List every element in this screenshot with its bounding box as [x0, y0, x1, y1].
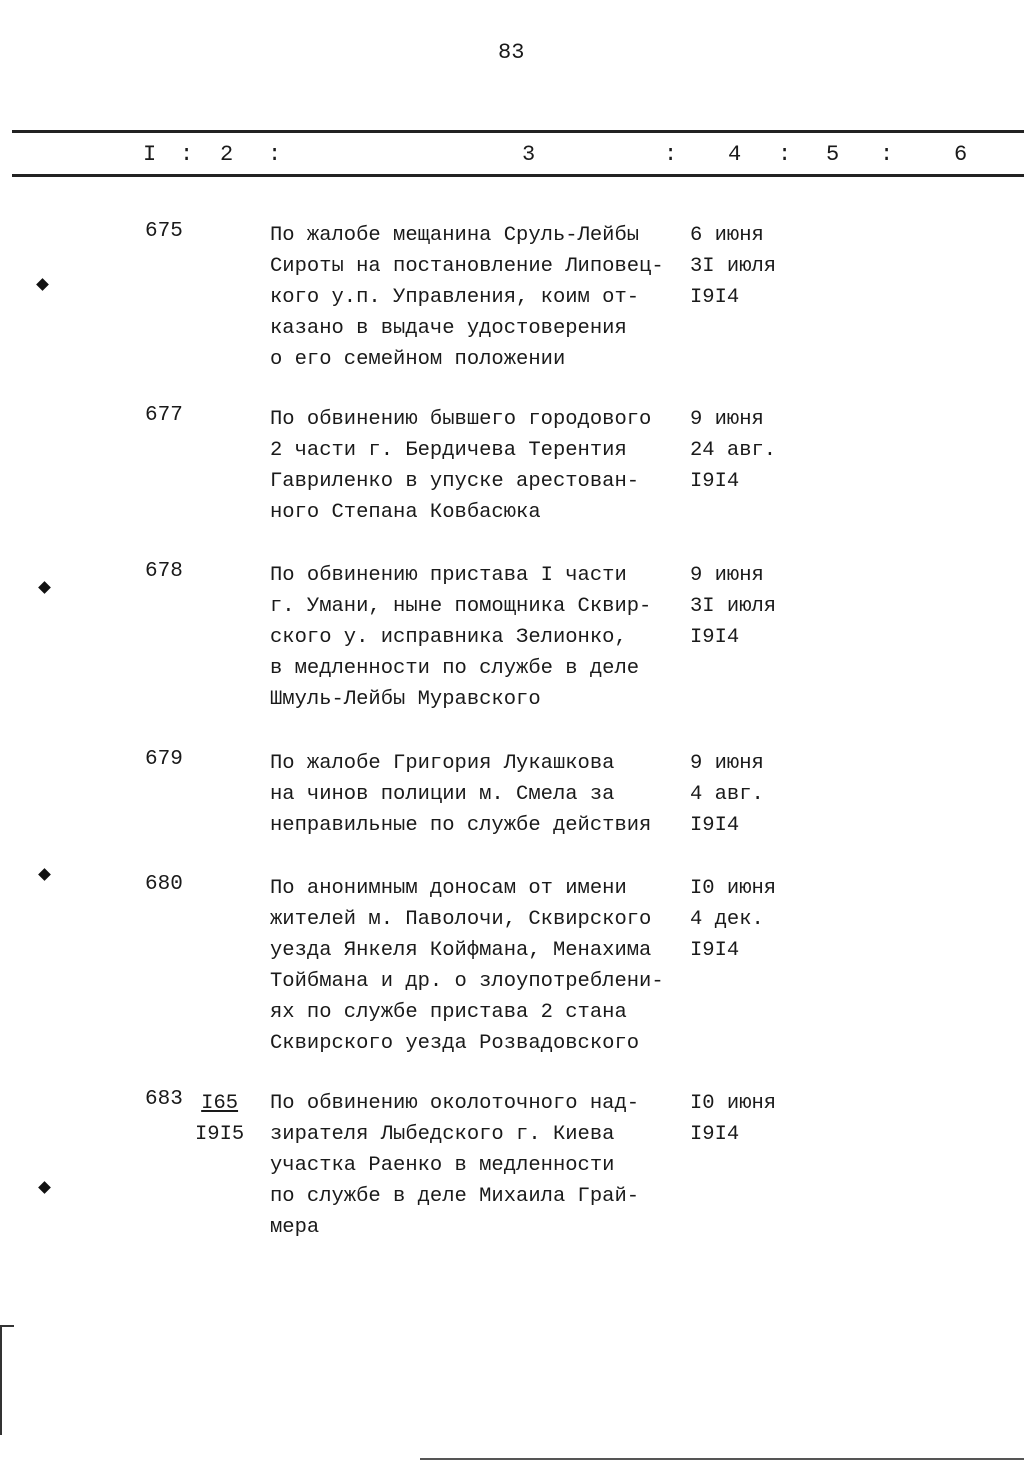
entry-dates: [690, 404, 776, 497]
edge-mark: [0, 1325, 2, 1435]
entry-number: 680: [145, 873, 183, 896]
entry-description: [270, 1088, 639, 1243]
description-line: уезда Янкеля Койфмана, Менахима: [270, 939, 652, 962]
entry-description: [270, 560, 651, 715]
entry-dates: [690, 220, 776, 313]
date-line: 4 дек.: [690, 908, 764, 931]
description-line: По обвинению бывшего городового: [270, 408, 652, 431]
date-line: I9I4: [690, 939, 740, 962]
punch-mark: [36, 278, 49, 291]
entry-description: [270, 873, 664, 1059]
date-line: 3I июля: [690, 255, 777, 278]
description-line: По жалобе мещанина Сруль-Лейбы: [270, 224, 640, 247]
entry-dates: [690, 748, 764, 841]
punch-mark: [38, 868, 51, 881]
header-top-rule: [12, 130, 1024, 133]
date-line: 9 июня: [690, 752, 764, 775]
date-line: 9 июня: [690, 408, 764, 431]
col-3-header: 3: [522, 142, 536, 167]
description-line: о его семейном положении: [270, 348, 566, 371]
date-line: I9I4: [690, 1123, 740, 1146]
description-line: казано в выдаче удостоверения: [270, 317, 627, 340]
edge-mark: [0, 1325, 14, 1327]
entry-number: 675: [145, 220, 183, 243]
punch-mark: [38, 1181, 51, 1194]
description-line: Сироты на постановление Липовец-: [270, 255, 664, 278]
entry-dates: [690, 560, 776, 653]
entry-dates: [690, 1088, 776, 1150]
description-line: По обвинению околоточного над-: [270, 1092, 640, 1115]
entry-description: [270, 748, 651, 841]
reference-number: I65: [201, 1092, 239, 1115]
reference-fraction: [195, 1088, 244, 1150]
description-line: 2 части г. Бердичева Терентия: [270, 439, 627, 462]
entry-dates: [690, 873, 776, 966]
date-line: 24 авг.: [690, 439, 777, 462]
date-line: I0 июня: [690, 877, 777, 900]
description-line: на чинов полиции м. Смела за: [270, 783, 615, 806]
description-line: По обвинению пристава I части: [270, 564, 627, 587]
punch-mark: [38, 581, 51, 594]
bottom-edge-line: [420, 1458, 1024, 1460]
entry-number: 677: [145, 404, 183, 427]
description-line: неправильные по службе действия: [270, 814, 652, 837]
description-line: кого у.п. Управления, коим от-: [270, 286, 640, 309]
entry-number: 679: [145, 748, 183, 771]
date-line: I9I4: [690, 470, 740, 493]
description-line: мера: [270, 1216, 320, 1239]
description-line: По жалобе Григория Лукашкова: [270, 752, 615, 775]
description-line: зирателя Лыбедского г. Киева: [270, 1123, 615, 1146]
description-line: ского у. исправника Зелионко,: [270, 626, 627, 649]
col-2-header: 2: [220, 142, 234, 167]
date-line: 9 июня: [690, 564, 764, 587]
description-line: жителей м. Паволочи, Сквирского: [270, 908, 652, 931]
entry-description: [270, 220, 664, 375]
col-1-header: I: [143, 142, 157, 167]
description-line: По анонимным доносам от имени: [270, 877, 627, 900]
description-line: по службе в деле Михаила Грай-: [270, 1185, 640, 1208]
entry-number: 678: [145, 560, 183, 583]
date-line: I9I4: [690, 814, 740, 837]
header-bottom-rule: [12, 174, 1024, 177]
date-line: I9I4: [690, 626, 740, 649]
description-line: участка Раенко в медленности: [270, 1154, 615, 1177]
date-line: 6 июня: [690, 224, 764, 247]
col-6-header: 6: [954, 142, 968, 167]
page-number: 83: [498, 40, 525, 65]
description-line: Гавриленко в упуске арестован-: [270, 470, 640, 493]
description-line: ного Степана Ковбасюка: [270, 501, 541, 524]
date-line: I0 июня: [690, 1092, 777, 1115]
entry-description: [270, 404, 651, 528]
entry-number: 683: [145, 1088, 183, 1111]
date-line: I9I4: [690, 286, 740, 309]
col-5-header: 5: [826, 142, 840, 167]
description-line: Шмуль-Лейбы Муравского: [270, 688, 541, 711]
reference-year: I9I5: [195, 1123, 245, 1146]
description-line: г. Умани, ныне помощника Сквир-: [270, 595, 652, 618]
description-line: в медленности по службе в деле: [270, 657, 640, 680]
date-line: 4 авг.: [690, 783, 764, 806]
description-line: ях по службе пристава 2 стана: [270, 1001, 627, 1024]
description-line: Тойбмана и др. о злоупотреблени-: [270, 970, 664, 993]
date-line: 3I июля: [690, 595, 777, 618]
col-4-header: 4: [728, 142, 742, 167]
description-line: Сквирского уезда Розвадовского: [270, 1032, 640, 1055]
